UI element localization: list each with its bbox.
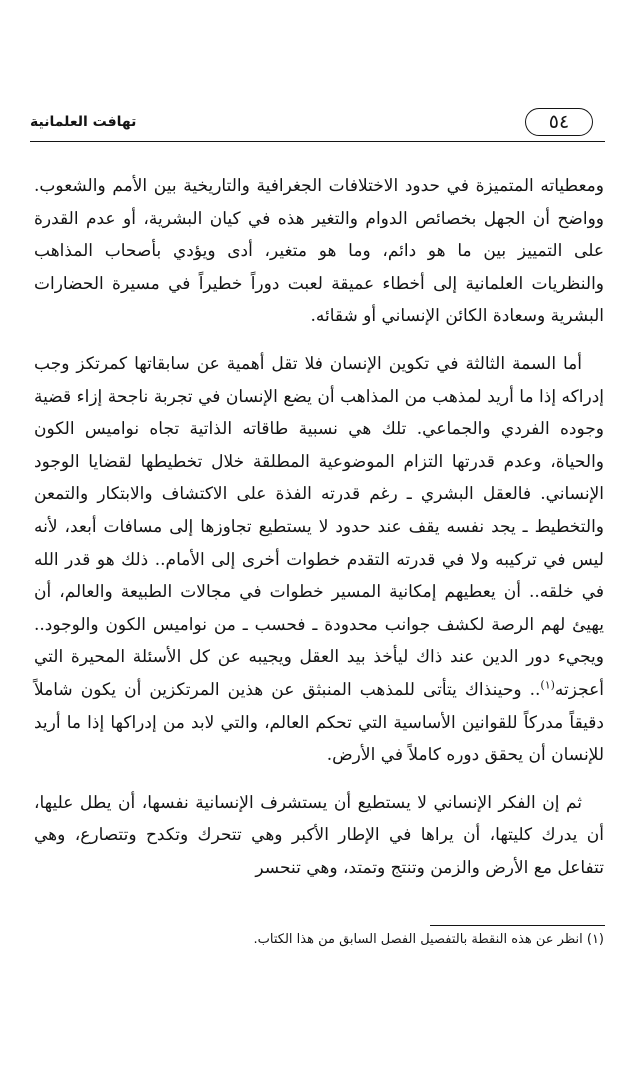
footnote: (١) انظر عن هذه النقطة بالتفصيل الفصل السابق من هذا الكتاب. [253,932,604,947]
footnote-reference[interactable]: (١) [540,678,555,692]
paragraph-2-text-a: أما السمة الثالثة في تكوين الإنسان فلا تقل أهمية عن سابقاتها كمرتكز وجب إدراكه إذا ما أريد لمذهب من المذاهب أن يضع الإنسان في تجربة ناجحة إزاء قضية وجوده الفردي والجماعي. تلك هي نسبية طاقاته الذاتية تجاه نواميس الكون والحياة، وعدم قدرتها التزام الموضوعية المطلقة خلال تخطيطها لقضايا الوجود الإنساني. فالعقل البشري ـ رغم قدرته الفذة على الاكتشاف والابتكار والتمعن والتخطيط ـ يجد نفسه يقف عند حدود لا يستطيع تجاوزها إلى مسافات أبعد، لأنه ليس في تركيبه ولا في قدرته التقدم خطوات أخرى إلى الأمام.. ذلك هو قدر الله في خلقه.. أن يعطيهم إمكانية المسير خطوات في مجالات الطبيعة والعالم، أن يهيئ لهم الرصة لكشف جوانب محدودة ـ فحسب ـ من نواميس الكون والوجود.. ويجيء دور الدين عند ذاك ليأخذ بيد العقل ويجيبه عن كل الأسئلة المحيرة التي أعجزته [34,353,604,700]
paragraph-1: ومعطياته المتميزة في حدود الاختلافات الجغرافية والتاريخية بين الأمم والشعوب. وواضح أن الجهل بخصائص الدوام والتغير هذه في كيان البشرية، أو عدم القدرة على التمييز بين ما هو دائم، وما هو متغير، أدى ويؤدي بأصحاب المذاهب والنظريات العلمانية إلى أخطاء عميقة لعبت دوراً خطيراً في مسيرة الحضارات البشرية وسعادة الكائن الإنساني أو شقائه. [34,176,604,327]
footnote-rule [430,925,605,926]
page-number-badge: ٥٤ [525,108,593,136]
paragraph-2-text-b: .. وحينذاك يتأتى للمذهب المنبثق عن هذين المرتكزين أن يكون شاملاً دقيقاً مدركاً للقوانين الأساسية التي تحكم العالم، والتي لابد من إدراكها إذا ما أريد للإنسان أن يحقق دوره كاملاً في الأرض. [34,679,604,766]
page-header [30,108,605,144]
body-text [34,170,604,884]
paragraph-3: ثم إن الفكر الإنساني لا يستطيع أن يستشرف الإنسانية نفسها، أن يطل عليها، أن يدرك كليتها، أن يراها في الإطار الأكبر وهي تتحرك وتكدح وتتصارع، وهي تتفاعل مع الأرض والزمن وتنتج وتمتد، وهي تنحسر [34,792,604,878]
header-rule [30,141,605,142]
paragraph-2 [34,348,604,772]
running-title: تهافت العلمانية [30,114,137,130]
